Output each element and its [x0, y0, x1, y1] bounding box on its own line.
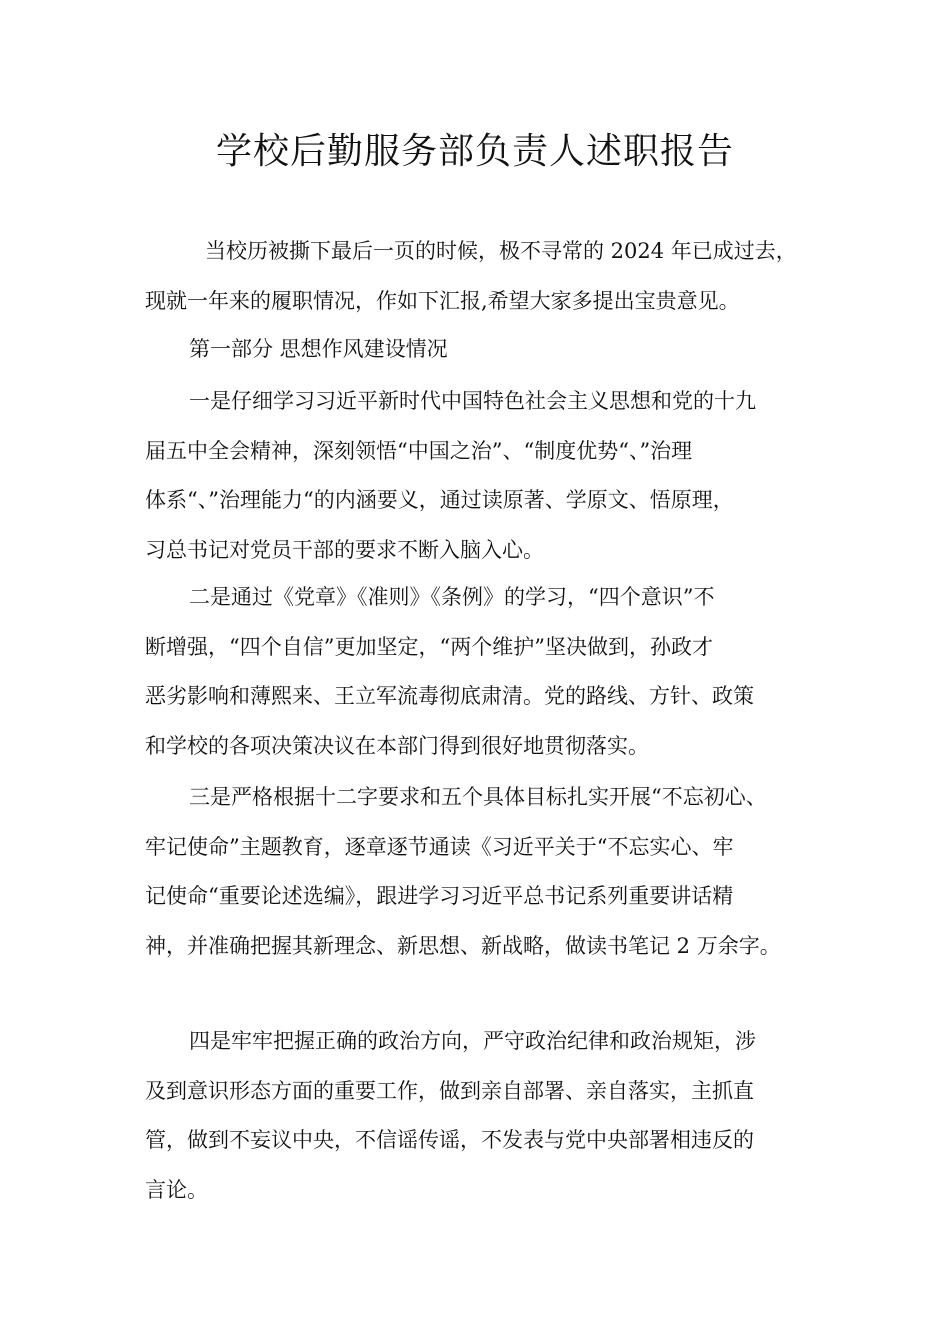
paragraph-intro: [145, 227, 825, 326]
paragraph-line: 牢记使命”主题教育，逐章逐节通读《习近平关于“不忘实心、牢: [145, 834, 734, 859]
paragraph-line: 现就一年来的履职情况，作如下汇报,希望大家多提出宝贵意见。: [145, 288, 740, 313]
paragraph-line: 断增强，“四个自信”更加坚定，“两个维护”坚决做到，孙政才: [145, 634, 713, 659]
paragraph-line: 四是牢牢把握正确的政治方向，严守政治纪律和政治规矩，涉: [189, 1029, 756, 1053]
paragraph-line: 体系“、”治理能力“的内涵要义，通过读原著、学原文、悟原理，: [145, 488, 734, 512]
paragraph-line: 届五中全会精神，深刻领悟“中国之治”、“制度优势“、”治理: [145, 438, 693, 463]
paragraph-line: 习总书记对党员干部的要求不断入脑入心。: [145, 537, 544, 562]
paragraph-line: 和学校的各项决策决议在本部门得到很好地贯彻落实。: [145, 733, 649, 758]
paragraph-item-2: [145, 573, 825, 771]
paragraph-line: 一是仔细学习习近平新时代中国特色社会主义思想和党的十九: [189, 389, 756, 413]
paragraph-line: 二是通过《党章》《准则》《条例》的学习，“四个意识”不: [189, 585, 715, 609]
paragraph-item-1: [145, 377, 825, 575]
paragraph-line: 及到意识形态方面的重要工作，做到亲自部署、亲自落实，主抓直: [145, 1078, 754, 1103]
paragraph-line: 恶劣影响和薄熙来、王立军流毒彻底肃清。党的路线、方针、政策: [145, 684, 754, 708]
section-heading: [145, 325, 825, 375]
paragraph-line: 当校历被撕下最后一页的时候，极不寻常的 2024 年已成过去，: [205, 239, 797, 263]
paragraph-line: 管，做到不妄议中央，不信谣传谣，不发表与党中央部署相违反的: [145, 1128, 754, 1152]
paragraph-line: 神，并准确把握其新理念、新思想、新战略，做读书笔记 2 万余字。: [145, 933, 781, 958]
paragraph-line: 言论。: [145, 1177, 208, 1202]
paragraph-item-4: [145, 1017, 825, 1215]
paragraph-line: 三是严格根据十二字要求和五个具体目标扎实开展“不忘初心、: [189, 785, 767, 809]
paragraph-line: 记使命“重要论述选编》，跟进学习习近平总书记系列重要讲话精: [145, 884, 734, 908]
section-heading-text: 第一部分 思想作风建设情况: [189, 337, 448, 361]
document-title: 学校后勤服务部负责人述职报告: [215, 131, 734, 172]
paragraph-item-3: [145, 773, 825, 971]
